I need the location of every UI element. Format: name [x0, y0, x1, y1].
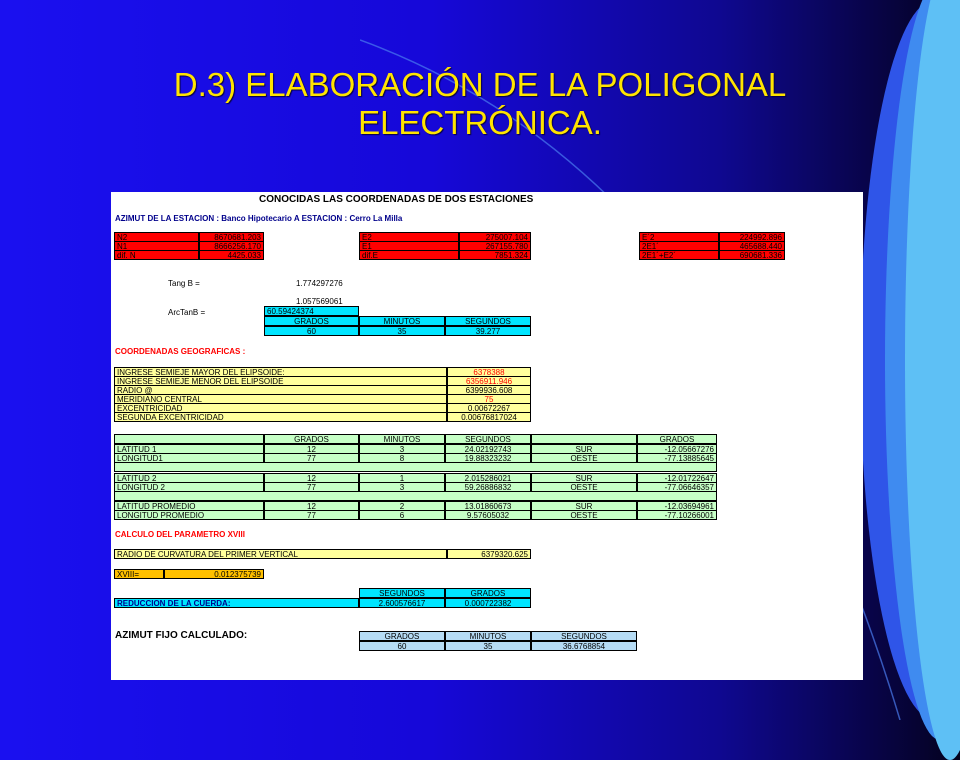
- sum-value-1: 224992.896: [719, 232, 785, 242]
- geo-row-segundos: 2.015286021: [445, 473, 531, 483]
- ellipsoid-label-5: EXCENTRICIDAD: [114, 403, 447, 413]
- azimut-line: AZIMUT DE LA ESTACION : Banco Hipotecario A ESTACION : Cerro La Milla: [115, 214, 403, 223]
- gms-header-minutos: MINUTOS: [359, 316, 445, 326]
- e2-value: 275007.104: [459, 232, 531, 242]
- geo-row-dir: OESTE: [531, 453, 637, 463]
- geo-row-dec: -12.05667276: [637, 444, 717, 454]
- title-line-1: D.3) ELABORACIÓN DE LA POLIGONAL: [173, 66, 787, 103]
- ellipsoid-value-1: 6378388: [447, 367, 531, 377]
- geo-row-minutos: 6: [359, 510, 445, 520]
- reduccion-value-segundos: 2.600576617: [359, 598, 445, 608]
- geo-row-dir: SUR: [531, 473, 637, 483]
- dife-label: dif.E: [359, 250, 459, 260]
- tang-label: Tang B =: [168, 279, 200, 288]
- n2-label: N2: [114, 232, 199, 242]
- ellipsoid-label-3: RADIO @: [114, 385, 447, 395]
- n1-label: N1: [114, 241, 199, 251]
- geo-row-grados: 12: [264, 501, 359, 511]
- param-label: CALCULO DEL PARAMETRO XVIII: [115, 530, 245, 539]
- geo-row-segundos: 24.02192743: [445, 444, 531, 454]
- ellipsoid-value-5: 0.00672267: [447, 403, 531, 413]
- coord-geo-label: COORDENADAS GEOGRAFICAS :: [115, 347, 246, 356]
- reduccion-header-grados: GRADOS: [445, 588, 531, 598]
- geo-row-grados: 12: [264, 473, 359, 483]
- radio-curv-label: RADIO DE CURVATURA DEL PRIMER VERTICAL: [114, 549, 447, 559]
- geo-row-minutos: 8: [359, 453, 445, 463]
- geo-header-segundos: SEGUNDOS: [445, 434, 531, 444]
- geo-spacer-row: [114, 491, 717, 501]
- geo-row-dir: SUR: [531, 501, 637, 511]
- reduccion-value-grados: 0.000722382: [445, 598, 531, 608]
- e1-label: E1: [359, 241, 459, 251]
- radio-curv-value: 6379320.625: [447, 549, 531, 559]
- geo-spacer-row: [114, 462, 717, 472]
- ellipsoid-value-4: 75: [447, 394, 531, 404]
- n2-value: 8670681.203: [199, 232, 264, 242]
- sum-label-1: E´2: [639, 232, 719, 242]
- azimut-fijo-value-segundos: 36.6768854: [531, 641, 637, 651]
- geo-row-dec: -77.13885645: [637, 453, 717, 463]
- geo-header-grados-dec: GRADOS: [637, 434, 717, 444]
- azimut-fijo-header-minutos: MINUTOS: [445, 631, 531, 641]
- ellipsoid-value-2: 6356911.946: [447, 376, 531, 386]
- geo-row-grados: 77: [264, 482, 359, 492]
- geo-header-dir: [531, 434, 637, 444]
- geo-row-dec: -12.01722647: [637, 473, 717, 483]
- gms-header-grados: GRADOS: [264, 316, 359, 326]
- geo-row-segundos: 13.01860673: [445, 501, 531, 511]
- geo-header-blank: [114, 434, 264, 444]
- geo-row-segundos: 59.26886832: [445, 482, 531, 492]
- ellipsoid-label-1: INGRESE SEMIEJE MAYOR DEL ELIPSOIDE:: [114, 367, 447, 377]
- xviii-value: 0.012375739: [164, 569, 264, 579]
- geo-row-grados: 77: [264, 510, 359, 520]
- ellipsoid-label-6: SEGUNDA EXCENTRICIDAD: [114, 412, 447, 422]
- tang-value: 1.774297276: [296, 279, 343, 288]
- sum-value-2: 465688.440: [719, 241, 785, 251]
- geo-header-grados: GRADOS: [264, 434, 359, 444]
- e2-label: E2: [359, 232, 459, 242]
- azimut-fijo-value-grados: 60: [359, 641, 445, 651]
- e1-value: 267155.780: [459, 241, 531, 251]
- gms-header-segundos: SEGUNDOS: [445, 316, 531, 326]
- difn-label: dif. N: [114, 250, 199, 260]
- ellipsoid-label-2: INGRESE SEMIEJE MENOR DEL ELIPSOIDE: [114, 376, 447, 386]
- geo-row-dec: -12.03694961: [637, 501, 717, 511]
- dife-value: 7851.324: [459, 250, 531, 260]
- geo-row-label: LATITUD 2: [114, 473, 264, 483]
- geo-row-dec: -77.06646357: [637, 482, 717, 492]
- geo-row-label: LONGITUD PROMEDIO: [114, 510, 264, 520]
- geo-row-grados: 12: [264, 444, 359, 454]
- geo-row-label: LATITUD PROMEDIO: [114, 501, 264, 511]
- gms-value-minutos: 35: [359, 326, 445, 336]
- geo-row-minutos: 3: [359, 482, 445, 492]
- tang-value-2: 1.057569061: [296, 297, 343, 306]
- azimut-fijo-value-minutos: 35: [445, 641, 531, 651]
- xviii-label: XVIII=: [114, 569, 164, 579]
- geo-row-minutos: 3: [359, 444, 445, 454]
- difn-value: 4425.033: [199, 250, 264, 260]
- geo-row-label: LONGITUD 2: [114, 482, 264, 492]
- spreadsheet-image: [111, 192, 863, 680]
- arctan-label: ArcTanB =: [168, 308, 206, 317]
- azimut-fijo-header-segundos: SEGUNDOS: [531, 631, 637, 641]
- title-line-2: ELECTRÓNICA.: [358, 104, 602, 141]
- geo-row-segundos: 19.88323232: [445, 453, 531, 463]
- gms-value-segundos: 39.277: [445, 326, 531, 336]
- reduccion-label: REDUCCION DE LA CUERDA:: [114, 598, 359, 608]
- geo-row-minutos: 2: [359, 501, 445, 511]
- azimut-fijo-header-grados: GRADOS: [359, 631, 445, 641]
- sum-label-3: 2E1´+E2´: [639, 250, 719, 260]
- n1-value: 8666256.170: [199, 241, 264, 251]
- geo-row-dir: OESTE: [531, 482, 637, 492]
- sum-label-2: 2E1´: [639, 241, 719, 251]
- geo-row-segundos: 9.57605032: [445, 510, 531, 520]
- geo-row-minutos: 1: [359, 473, 445, 483]
- ellipsoid-value-6: 0.00676817024: [447, 412, 531, 422]
- reduccion-header-segundos: SEGUNDOS: [359, 588, 445, 598]
- slide-title: [100, 66, 860, 142]
- geo-row-dir: SUR: [531, 444, 637, 454]
- geo-row-dir: OESTE: [531, 510, 637, 520]
- azimut-fijo-label: AZIMUT FIJO CALCULADO:: [115, 630, 248, 641]
- ellipsoid-value-3: 6399936.608: [447, 385, 531, 395]
- sheet-heading: CONOCIDAS LAS COORDENADAS DE DOS ESTACIONES: [259, 194, 534, 205]
- geo-row-label: LATITUD 1: [114, 444, 264, 454]
- geo-row-dec: -77.10266001: [637, 510, 717, 520]
- arctan-value: 60.59424374: [264, 306, 359, 316]
- geo-row-grados: 77: [264, 453, 359, 463]
- ellipsoid-label-4: MERIDIANO CENTRAL: [114, 394, 447, 404]
- geo-row-label: LONGITUD1: [114, 453, 264, 463]
- geo-header-minutos: MINUTOS: [359, 434, 445, 444]
- gms-value-grados: 60: [264, 326, 359, 336]
- sum-value-3: 690681.336: [719, 250, 785, 260]
